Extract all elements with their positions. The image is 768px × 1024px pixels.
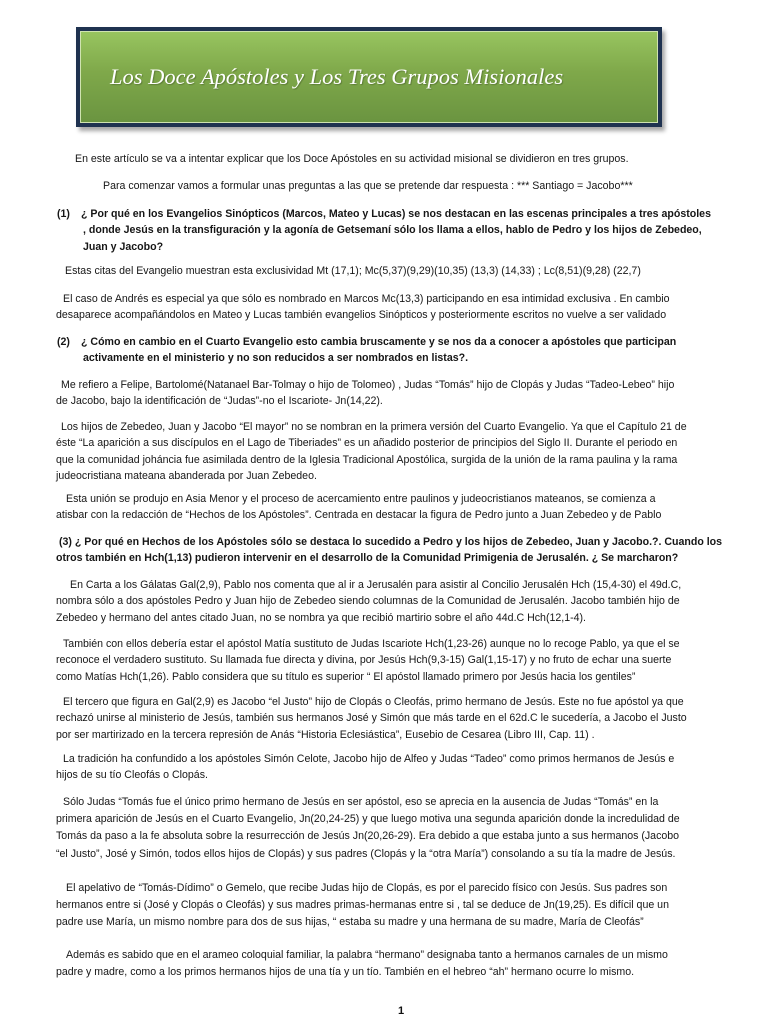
intro-line-1: En este artículo se va a intentar explicar que los Doce Apóstoles en su actividad misional se dividieron en tres grupos. — [75, 153, 629, 165]
paragraph-line: Sólo Judas “Tomás fue el único primo hermano de Jesús en ser apóstol, eso se aprecia en la ausencia de Judas “Tomás” en la — [63, 796, 659, 808]
paragraph-line: judeocristiana mateana abanderada por Juan Zebedeo. — [56, 469, 317, 482]
paragraph-line: Me refiero a Felipe, Bartolomé(Natanael Bar-Tolmay o hijo de Tolomeo) , Judas “Tomás” hijo de Clopás y Judas “Tadeo-Lebeo” hijo — [61, 379, 675, 391]
paragraph-line: primera aparición de Jesús en el Cuarto Evangelio, Jn(20,24-25) y que luego motiva una segunda aparición donde la incredulidad de — [56, 813, 680, 826]
paragraph-zebedeo — [56, 419, 751, 484]
paragraph-line: hijos de su tío Cleofás o Clopás. — [56, 769, 208, 782]
paragraph-line: El tercero que figura en Gal(2,9) es Jacobo “el Justo” hijo de Clopás o Cleofás, primo hermano de Jesús. Este no fue apóstol ya que — [63, 696, 684, 708]
paragraph-line: rechazó unirse al ministerio de Jesús, también sus hermanos José y Simón que más tarde en el 62d.C le sucedería, a Jacobo el Justo — [56, 712, 687, 725]
question-2-number: (2) — [57, 336, 70, 348]
question-1-number: (1) — [57, 208, 70, 220]
paragraph-line: Esta unión se produjo en Asia Menor y el proceso de acercamiento entre paulinos y judeocristianos mateanos, se comienza a — [66, 493, 656, 505]
paragraph-line: “el Justo”, José y Simón, todos ellos hijos de Clopás) y sus padres (Clopás y la “otra María”) consolando a su tía la madre de Jesús. — [56, 847, 676, 860]
paragraph-line: Además es sabido que en el arameo coloquial familiar, la palabra “hermano” designaba tanto a hermanos carnales de un mismo — [66, 949, 668, 961]
paragraph-line: desaparece acompañándolos en Mateo y Lucas también evangelios Sinópticos y posteriormente escritos no vuelve a ser validado — [56, 309, 667, 322]
paragraph-citas: Estas citas del Evangelio muestran esta exclusividad Mt (17,1); Mc(5,37)(9,29)(10,35) (13,3) (14,33) ; Lc(8,51)(9,28) (22,7) — [65, 265, 641, 277]
paragraph-line: El caso de Andrés es especial ya que sólo es nombrado en Marcos Mc(13,3) participando en esa intimidad exclusiva . En cambio — [63, 293, 670, 305]
paragraph-felipe — [56, 377, 751, 410]
document-title: Los Doce Apóstoles y Los Tres Grupos Misionales — [110, 64, 564, 89]
paragraph-line: El apelativo de “Tomás-Dídimo” o Gemelo, que recibe Judas hijo de Clopás, es por el parecido físico con Jesús. Sus padres son — [66, 882, 668, 894]
question-2-line: ¿ Cómo en cambio en el Cuarto Evangelio esto cambia bruscamente y se nos da a conocer a apóstoles que participan — [81, 336, 677, 348]
paragraph-line: por ser martirizado en la tercera represión de Anás “Historia Eclesiástica”, Eusebio de Cesarea (Libro III, Cap. 11) . — [56, 728, 595, 741]
paragraph-matia — [56, 636, 751, 685]
paragraph-line: reconoce el verdadero sustituto. Su llamada fue directa y divina, por Jesús Hch(9,3-15) Gal(1,15-17) y no fruto de echar una suerte — [56, 654, 672, 667]
title-banner — [76, 27, 662, 127]
paragraph-line: Tomás da paso a la fe absoluta sobre la resurrección de Jesús Jn(20,26-29). Era debido a que estaba junto a sus hermanos (Jacobo — [56, 830, 680, 843]
question-3-line: otros también en Hch(1,13) pudieron intervenir en el desarrollo de la Comunidad Primigenia de Jerusalén. ¿ Se marcharon? — [56, 552, 679, 565]
paragraph-line: padre use María, un mismo nombre para dos de sus hijas, “ estaba su madre y una hermana de su madre, María de Cleofás” — [56, 916, 644, 929]
paragraph-apelativo — [56, 880, 751, 932]
page-number: 1 — [398, 1005, 405, 1017]
paragraph-line: como Matías Hch(1,26). Pablo considera que su título es superior “ El apóstol llamado primero por Jesús hacia los gentiles” — [56, 670, 636, 683]
paragraph-line: nombra sólo a dos apóstoles Pedro y Juan hijo de Zebedeo siendo columnas de la Comunidad de Jerusalén. Jacobo también hijo de — [56, 595, 680, 608]
question-2-line: activamente en el ministerio y no son reducidos a ser nombrados en listas?. — [83, 352, 469, 365]
paragraph-andres — [56, 291, 751, 324]
intro-line-2: Para comenzar vamos a formular unas preguntas a las que se pretende dar respuesta : *** Santiago = Jacobo*** — [103, 180, 633, 192]
question-2 — [57, 334, 752, 367]
paragraph-line: éste “La aparición a sus discípulos en el Lago de Tiberiades” es un añadido posterior de principios del Siglo II. Durante el periodo en — [56, 437, 678, 450]
question-3-line: (3) ¿ Por qué en Hechos de los Apóstoles sólo se destaca lo sucedido a Pedro y los hijos de Zebedeo, Juan y Jacobo.?. Cuando los — [59, 536, 723, 548]
paragraph-line: Los hijos de Zebedeo, Juan y Jacobo “El mayor” no se nombran en la primera versión del Cuarto Evangelio. Ya que el Capítulo 21 de — [61, 421, 687, 433]
paragraph-line: También con ellos debería estar el apóstol Matía sustituto de Judas Iscariote Hch(1,23-26) aunque no lo recoge Pablo, ya que el se — [63, 638, 680, 650]
paragraph-line: atisbar con la redacción de “Hechos de los Apóstoles”. Centrada en destacar la figura de Pedro junto a Juan Zebedeo y de Pablo — [56, 509, 662, 522]
paragraph-tradicion — [56, 751, 751, 784]
paragraph-arameo — [56, 947, 751, 981]
paragraph-line: hermanos entre si (José y Clopás o Cleofás) y sus madres primas-hermanas entre si , tal se deduce de Jn(19,25). Es difícil que un — [56, 899, 669, 912]
paragraph-line: padre y madre, como a los primos hermanos hijos de una tía y un tío. También en el hebreo “ah” hermano ocurre lo mismo. — [56, 966, 635, 979]
paragraph-line: La tradición ha confundido a los apóstoles Simón Celote, Jacobo hijo de Alfeo y Judas “Tadeo” como primos hermanos de Jesús e — [63, 753, 675, 765]
question-3 — [56, 534, 751, 567]
paragraph-line: Zebedeo y hermano del antes citado Juan, no se nombra ya que recibió martirio sobre el año 44d.C Hch(12,1-4). — [56, 611, 586, 624]
paragraph-galatas — [56, 577, 751, 626]
paragraph-line: que la comunidad joháncia fue asimilada dentro de la Iglesia Tradicional Apostólica, surgida de la unión de la rama paulina y la rama — [56, 453, 678, 466]
paragraph-line: de Jacobo, bajo la identificación de “Judas”-no el Iscariote- Jn(14,22). — [56, 395, 383, 408]
paragraph-union — [56, 491, 751, 524]
question-1-line: ¿ Por qué en los Evangelios Sinópticos (Marcos, Mateo y Lucas) se nos destacan en las escenas principales a tres apóstoles — [81, 208, 711, 220]
paragraph-line: En Carta a los Gálatas Gal(2,9), Pablo nos comenta que al ir a Jerusalén para asistir al Concilio Jerusalén Hch (15,4-30) el 49d.C, — [70, 579, 682, 591]
question-1-line: Juan y Jacobo? — [83, 240, 164, 253]
paragraph-tercero — [56, 694, 751, 743]
question-1 — [57, 206, 752, 255]
question-1-line: , donde Jesús en la transfiguración y la agonía de Getsemaní sólo los llama a ellos, hablo de Pedro y los hijos de Zebedeo, — [83, 224, 702, 237]
paragraph-tomas — [56, 794, 751, 863]
